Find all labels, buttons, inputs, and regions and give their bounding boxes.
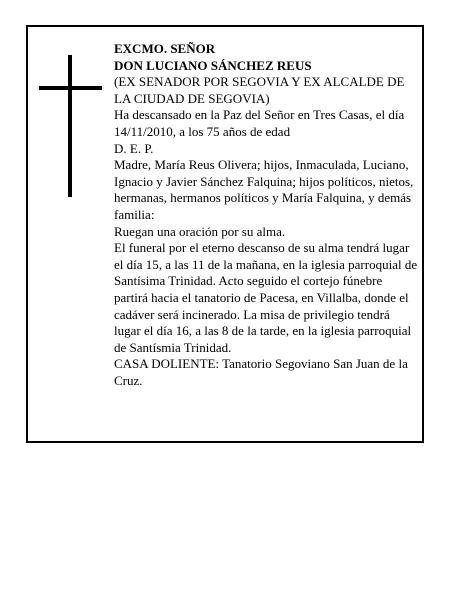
cross-icon-horizontal-bar bbox=[39, 86, 102, 90]
cross-icon-vertical-bar bbox=[68, 55, 72, 197]
obituary-text bbox=[114, 41, 419, 389]
family-list: Madre, María Reus Olivera; hijos, Inmaculada, Luciano, Ignacio y Javier Sánchez Falquina; hijos políticos, nietos, hermanas, hermanos políticos y María Falquina, y demás familia: bbox=[114, 157, 414, 222]
obituary-notice bbox=[26, 25, 424, 443]
funeral-details: El funeral por el eterno descanso de su alma tendrá lugar el día 15, a las 11 de la mañana, en la iglesia parroquial de Santísima Trinidad. Acto seguido el cortejo fúnebre partirá hacia el tanatorio de Pacesa, en Villalba, donde el cadáver será incinerado. La misa de privilegio tendrá lugar el día 16, a las 8 de la tarde, en la iglesia parroquial de Santísmia Trinidad. bbox=[114, 240, 418, 355]
honorific-title: EXCMO. SEÑOR bbox=[114, 41, 216, 56]
prayer-request: Ruegan una oración por su alma. bbox=[114, 223, 286, 239]
rip-text: D. E. P. bbox=[114, 140, 154, 156]
casa-doliente: CASA DOLIENTE: Tanatorio Segoviano San Juan de la Cruz. bbox=[114, 356, 408, 388]
death-announcement: Ha descansado en la Paz del Señor en Tres Casas, el día 14/11/2010, a los 75 años de edad bbox=[114, 107, 405, 139]
deceased-position: (EX SENADOR POR SEGOVIA Y EX ALCALDE DE LA CIUDAD DE SEGOVIA) bbox=[114, 74, 405, 106]
deceased-name: DON LUCIANO SÁNCHEZ REUS bbox=[114, 57, 312, 73]
